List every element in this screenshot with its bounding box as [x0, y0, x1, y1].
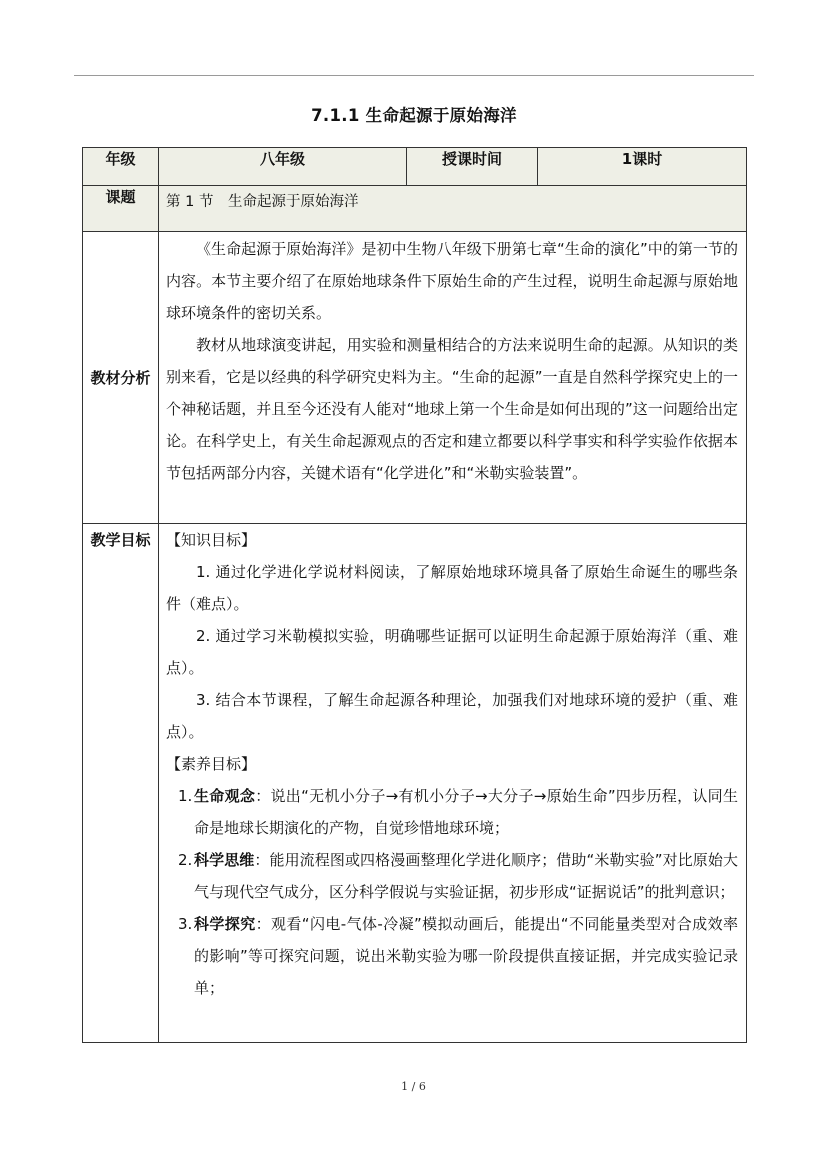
knowledge-item: 2. 通过学习米勒模拟实验，明确哪些证据可以证明生命起源于原始海洋（重、难点）。	[166, 627, 738, 677]
literacy-heading: 【素养目标】	[166, 755, 257, 773]
topic-label: 课题	[83, 186, 159, 232]
topic-row	[83, 186, 747, 232]
literacy-item	[178, 844, 738, 908]
literacy-text: ：说出“无机小分子→有机小分子→大分子→原始生命”四步历程，认同生命是地球长期演化的产物，自觉珍惜地球环境；	[194, 787, 738, 837]
literacy-number: 2.	[178, 851, 193, 869]
literacy-keyword: 科学探究	[194, 915, 256, 933]
objectives-row	[83, 524, 747, 1043]
time-value: 1课时	[538, 148, 747, 186]
literacy-number: 1.	[178, 787, 193, 805]
literacy-keyword: 科学思维	[194, 851, 255, 869]
objectives-content	[159, 524, 747, 1043]
analysis-label: 教材分析	[83, 232, 159, 524]
analysis-paragraph: 教材从地球演变讲起，用实验和测量相结合的方法来说明生命的起源。从知识的类别来看，它是以经典的科学研究史料为主。“生命的起源”一直是自然科学探究史上的一个神秘话题，并且至今还没有人能对“地球上第一个生命是如何出现的”这一问题给出定论。在科学史上，有关生命起源观点的否定和建立都要以科学事实和科学实验作依据本节包括两部分内容，关键术语有“化学进化”和“米勒实验装置”。	[166, 336, 738, 482]
analysis-paragraph: 《生命起源于原始海洋》是初中生物八年级下册第七章“生命的演化”中的第一节的内容。本节主要介绍了在原始地球条件下原始生命的产生过程，说明生命起源与原始地球环境条件的密切关系。	[166, 240, 738, 322]
grade-label: 年级	[83, 148, 159, 186]
literacy-number: 3.	[178, 915, 193, 933]
literacy-keyword: 生命观念	[194, 787, 256, 805]
topic-value: 第 1 节 生命起源于原始海洋	[159, 186, 747, 232]
analysis-row	[83, 232, 747, 524]
grade-value: 八年级	[159, 148, 407, 186]
literacy-text: ：能用流程图或四格漫画整理化学进化顺序；借助“米勒实验”对比原始大气与现代空气成分，区分科学假说与实验证据，初步形成“证据说话”的批判意识；	[194, 851, 738, 901]
time-label: 授课时间	[407, 148, 538, 186]
page-number: 1 / 6	[401, 1080, 426, 1093]
document-title: 7.1.1 生命起源于原始海洋	[311, 106, 517, 125]
literacy-text: ：观看“闪电-气体-冷凝”模拟动画后，能提出“不同能量类型对合成效率的影响”等可探究问题，说出米勒实验为哪一阶段提供直接证据，并完成实验记录单；	[194, 915, 738, 997]
knowledge-heading: 【知识目标】	[166, 531, 257, 549]
objectives-label: 教学目标	[83, 524, 159, 1043]
literacy-item	[178, 908, 738, 1004]
knowledge-item: 3. 结合本节课程，了解生命起源各种理论，加强我们对地球环境的爱护（重、难点）。	[166, 691, 738, 741]
header-row	[83, 148, 747, 186]
analysis-content	[159, 232, 747, 524]
knowledge-item: 1. 通过化学进化学说材料阅读，了解原始地球环境具备了原始生命诞生的哪些条件（难点）。	[166, 563, 738, 613]
lesson-plan-table	[82, 147, 747, 1043]
literacy-item	[178, 780, 738, 844]
header-rule	[74, 75, 754, 76]
